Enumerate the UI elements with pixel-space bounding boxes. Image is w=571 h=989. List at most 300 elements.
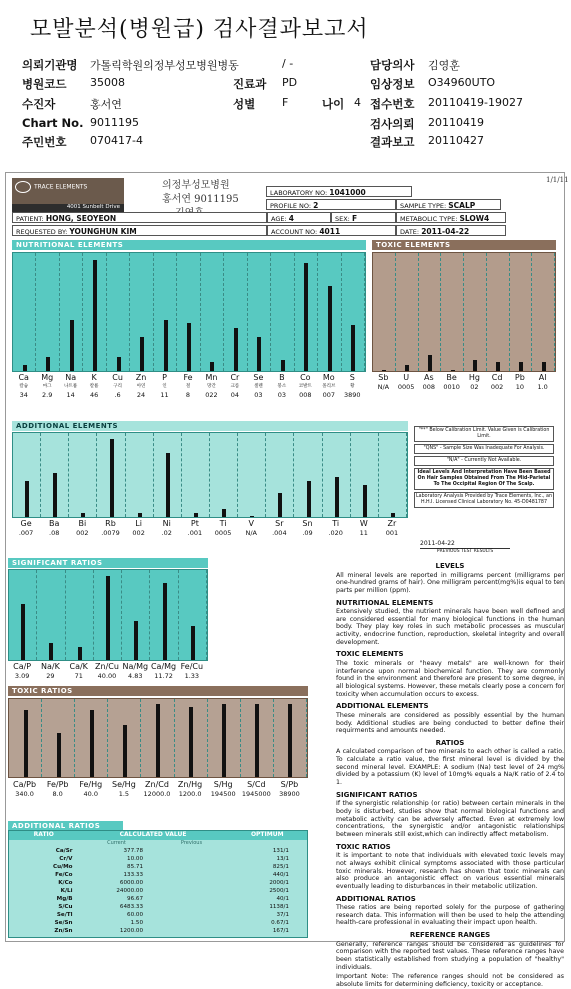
additional-value: .001 — [187, 529, 203, 537]
nutr-text: Extensively studied, the nutrient minerals have been well defined and are considered essential for many biological functions in the human body. They play key roles in such metabolic processes as muscular activity, endocrine function, reproduction, skeletal integrity and overall development. — [336, 608, 564, 646]
ratio-name: Cr/V — [59, 856, 73, 862]
nutritional-korean-name: 칼륨 — [89, 384, 99, 389]
tox-ratio-value: 340.0 — [15, 790, 34, 798]
tox-ratio-bar — [288, 704, 292, 777]
nutritional-name: Mo — [322, 373, 335, 382]
ratio-current: 96.67 — [127, 896, 144, 902]
toxic-column — [487, 253, 510, 371]
nutritional-header: NUTRITIONAL ELEMENTS — [12, 240, 366, 250]
ratio-row — [9, 895, 307, 903]
toxic-name: As — [424, 373, 434, 382]
tox-ratio-name: Fe/Hg — [79, 780, 103, 789]
addr-text: These ratios are being reported solely for the purpose of gathering research data. This information will then be used to help the attending health-care professional in evaluating their impact upon health. — [336, 904, 564, 927]
nutritional-value: 8 — [185, 391, 191, 399]
ratio-name: Se/Tl — [56, 912, 73, 918]
tox-ratio-name: S/Hg — [213, 780, 233, 789]
additional-name: Sr — [275, 519, 284, 528]
additional-value: .020 — [328, 529, 343, 537]
tox-ratios-labels — [8, 780, 308, 804]
additional-column — [69, 433, 97, 517]
toxic-name: Pb — [514, 373, 525, 382]
additional-value: 002 — [76, 529, 89, 537]
sig-ratio-name: Ca/Mg — [150, 662, 177, 671]
ratio-optimum: 825/1 — [272, 864, 289, 870]
nutritional-korean-name: 칼슘 — [19, 384, 29, 389]
tox-ratio-name: Ca/Pb — [13, 780, 37, 789]
sample-label: SAMPLE TYPE: — [400, 202, 447, 210]
ratio-row — [9, 863, 307, 871]
id-value: 070417-4 — [90, 134, 143, 147]
metabolic-label: METABOLIC TYPE: — [400, 215, 458, 223]
ref-note: Important Note: The reference ranges should not be considered as absolute limits for determining deficiency, toxicity or acceptance. — [336, 973, 564, 988]
side-date: 2011-04-22 — [420, 540, 455, 547]
nutritional-bar — [187, 323, 191, 371]
additional-name: Rb — [105, 519, 116, 528]
additional-name: V — [248, 519, 254, 528]
ratios-text: A calculated comparison of two minerals to each other is called a ratio. To calculate a ratio value, the first mineral level is divided by the second mineral level. EXAMPLE: A sodium (Na) test level of 24 mg% divided by a potassium (K) level of 10mg% equals a Na/K ratio of 2.4 to 1. — [336, 748, 564, 787]
rpt-patient-value: HONG, SEOYEON — [45, 214, 117, 223]
tox-ratio-value: 194500 — [210, 790, 236, 798]
tox-ratio-bar — [222, 704, 226, 777]
nutritional-column — [36, 253, 59, 371]
addr-heading: ADDITIONAL RATIOS — [336, 894, 416, 903]
nutritional-korean-name: 아연 — [136, 384, 146, 389]
ratio-optimum: 0.67/1 — [271, 920, 289, 926]
nutritional-bar — [210, 362, 214, 371]
ratio-current: 377.78 — [123, 848, 144, 854]
ratio-previous — [153, 879, 227, 887]
ratio-row — [9, 847, 307, 855]
account-box — [267, 225, 396, 236]
nutritional-bar — [164, 320, 168, 371]
ratio-name: Ca/Sr — [55, 848, 73, 854]
hosp-code-label: 병원코드 — [22, 77, 67, 91]
rpt-age-box — [267, 212, 331, 223]
nutritional-bar — [351, 325, 355, 371]
toxic-name: Al — [538, 373, 547, 382]
ratio-name: Se/Sn — [54, 920, 73, 926]
additional-bar — [25, 481, 29, 517]
toxic-name: Cd — [491, 373, 503, 382]
ratio-current: 1.50 — [130, 920, 144, 926]
sig-ratio-name: Ca/K — [69, 662, 88, 671]
lab-logo — [12, 178, 124, 204]
tox-ratio-name: Zn/Cd — [145, 780, 169, 789]
additional-name: Ti — [332, 519, 340, 528]
rpt-sex-label: SEX: — [335, 215, 350, 223]
tox-ratio-bar — [123, 725, 127, 777]
tox-ratio-name: Fe/Pb — [46, 780, 69, 789]
side-note: 1/1/11 — [546, 176, 569, 184]
rpt-sex-box — [331, 212, 396, 223]
nutritional-name: B — [279, 373, 285, 382]
ratio-optimum: 2500/1 — [269, 888, 289, 894]
toxic-bar — [451, 370, 455, 371]
add-ratios-table — [8, 830, 308, 938]
sig-ratio-name: Zn/Cu — [95, 662, 119, 671]
ratio-previous — [153, 871, 227, 879]
profile-value: 2 — [313, 201, 319, 210]
clinical-label: 임상정보 — [370, 77, 415, 91]
patient-value: 홍서연 — [90, 98, 122, 111]
sig-ratio-name: Na/Mg — [122, 662, 149, 671]
levels-heading: LEVELS — [435, 562, 465, 570]
toxic-bar — [382, 370, 386, 371]
additional-name: W — [359, 519, 368, 528]
ratio-previous — [153, 847, 227, 855]
col-ratio: RATIO — [33, 831, 54, 838]
sub-previous: Previous — [180, 840, 203, 846]
ratio-name: Fe/Co — [55, 872, 73, 878]
sig-ratio-bar — [21, 604, 25, 660]
ratio-current: 1200.00 — [119, 928, 144, 934]
nutritional-value: 3890 — [343, 391, 361, 399]
dept-value: PD — [282, 76, 298, 89]
toxic-column — [464, 253, 487, 371]
sig-ratio-value: 1.33 — [184, 672, 200, 680]
nutritional-korean-name: 구리 — [113, 384, 122, 389]
nutritional-bar — [23, 365, 27, 371]
ratio-name: K/Co — [58, 880, 73, 886]
rpt-age-value: 4 — [288, 214, 294, 223]
patient-box — [12, 212, 267, 223]
toxic-column — [396, 253, 419, 371]
toxic-text: The toxic minerals or "heavy metals" are well-known for their interference upon normal biochemical function. They are commonly found in the environment and therefore are present to some degree, in all biological systems. However, these metals clearly pose a concern for toxicity when accumulation occurs to excess. — [336, 659, 564, 698]
additional-column — [210, 433, 238, 517]
previous-results: PREVIOUS TEST RESULTS — [420, 548, 510, 554]
ratio-current: 6483.33 — [119, 904, 144, 910]
profile-label: PROFILE NO: — [270, 202, 312, 210]
ratio-previous — [153, 911, 227, 919]
nutritional-name: Mg — [41, 373, 54, 382]
nutritional-bar — [93, 260, 97, 371]
legend-na: "N/A" - Currently Not Available. — [414, 456, 554, 466]
nutritional-korean-name: 망간 — [207, 384, 216, 389]
toxic-value: 008 — [422, 383, 436, 391]
date-label: DATE: — [400, 228, 420, 236]
additional-column — [182, 433, 210, 517]
ratio-row — [9, 879, 307, 887]
additional-value: 11 — [359, 529, 368, 537]
toxic-header: TOXIC ELEMENTS — [372, 240, 556, 250]
toxic-bar — [519, 362, 523, 371]
sig-ratio-bar — [49, 643, 53, 660]
ratio-optimum: 1138/1 — [269, 904, 289, 910]
ratio-row — [9, 855, 307, 863]
additional-labels — [12, 519, 408, 543]
ratio-previous — [153, 863, 227, 871]
sig-ratio-bar — [106, 576, 110, 660]
tox-heading: TOXIC RATIOS — [336, 842, 391, 851]
sig-ratio-bar — [78, 647, 82, 660]
sub-current: Current — [107, 840, 126, 846]
nutritional-value: 2.9 — [42, 391, 53, 399]
requested-value: YOUNGHUN KIM — [69, 227, 137, 236]
legend-calibration: "**" Below Calibration Limit. Value Given is Calibration Limit. — [414, 426, 554, 442]
additional-name: Ba — [49, 519, 60, 528]
tox-ratio-value: 38900 — [279, 790, 300, 798]
ref-heading: REFERENCE RANGES — [409, 931, 491, 940]
toxic-value: 10 — [515, 383, 525, 391]
handwritten-hospital: 의정부성모병원 — [162, 180, 230, 191]
additional-value: 001 — [385, 529, 399, 537]
receipt-label: 접수번호 — [370, 97, 415, 111]
nutritional-name: P — [162, 373, 167, 382]
ratio-name: K/Li — [60, 888, 73, 894]
sig-ratio-value: 3.09 — [14, 672, 30, 680]
additional-name: Bi — [78, 519, 87, 528]
ratio-optimum: 167/1 — [272, 928, 289, 934]
additional-value: .08 — [49, 529, 60, 537]
tox-ratio-name: S/Cd — [247, 780, 266, 789]
clinical-value: O34960UTO — [428, 76, 496, 89]
profile-box — [266, 199, 396, 210]
ratio-current: 85.71 — [127, 864, 144, 870]
nutritional-korean-name: 몰리브 — [322, 384, 336, 389]
toxic-value: 1.0 — [537, 383, 548, 391]
nutritional-value: 04 — [230, 391, 240, 399]
sig-ratio-name: Na/K — [41, 662, 60, 671]
tox-ratio-name: Se/Hg — [111, 780, 136, 789]
toxic-bar — [473, 360, 477, 371]
additional-bar — [250, 516, 254, 517]
nutritional-value: 007 — [322, 391, 335, 399]
ratios-heading: RATIOS — [435, 738, 465, 747]
col-calc: CALCULATED VALUE — [119, 831, 187, 838]
nutritional-value: 03 — [254, 391, 263, 399]
nutritional-name: Na — [65, 373, 77, 382]
sig-ratios-header: SIGNIFICANT RATIOS — [8, 558, 208, 568]
additional-name: Zr — [387, 519, 397, 528]
toxic-name: Sb — [378, 373, 389, 382]
sex-value: F — [282, 96, 289, 109]
sig-ratio-bar — [191, 626, 195, 660]
nutritional-value: 24 — [136, 391, 146, 399]
nutritional-value: 022 — [205, 391, 218, 399]
toxic-bar — [542, 362, 546, 371]
request-label: 검사의뢰 — [370, 117, 415, 131]
nutritional-bar — [304, 263, 308, 371]
hosp-code-value: 35008 — [90, 76, 125, 89]
nutritional-value: 03 — [277, 391, 286, 399]
sig-ratio-name: Ca/P — [13, 662, 32, 671]
additional-bar — [81, 513, 85, 517]
nutritional-name: Mn — [205, 373, 218, 382]
tox-ratios-chart — [8, 698, 308, 778]
ratio-previous — [153, 855, 227, 863]
sig-ratio-value: 40.00 — [97, 672, 117, 680]
tox-ratio-name: Zn/Hg — [177, 780, 203, 789]
dept-label: 진료과 — [233, 77, 267, 91]
ratio-previous — [153, 903, 227, 911]
additional-column — [379, 433, 407, 517]
add-ratios-header: ADDITIONAL RATIOS — [8, 821, 123, 831]
ratio-name: S/Cu — [58, 904, 73, 910]
add-text: These minerals are considered as possibly essential by the human body. Additional studies are being conducted to better define their requirments and amounts needed. — [336, 711, 564, 735]
lab-no-box — [266, 186, 412, 197]
metabolic-box — [396, 212, 506, 223]
toxic-bar — [428, 355, 432, 371]
tox-ratio-value: 1945000 — [241, 790, 271, 798]
account-value: 4011 — [319, 227, 341, 236]
toxic-value: 002 — [490, 383, 504, 391]
id-label: 주민번호 — [22, 135, 67, 149]
nutritional-korean-name: 크롬 — [230, 384, 240, 389]
toxic-value: N/A — [377, 383, 390, 391]
nutritional-korean-name: 철 — [185, 384, 191, 389]
lab-address: 4001 Sunbelt Drive — [12, 204, 124, 213]
tox-ratio-bar — [189, 707, 193, 777]
org-value: 가톨릭학원의정부성모병원병동 — [90, 59, 239, 72]
toxic-bar — [405, 365, 409, 371]
nutritional-value: 11 — [160, 391, 169, 399]
sig-ratio-value: 11.72 — [154, 672, 173, 680]
ratio-name: Cu/Mo — [52, 864, 73, 870]
additional-value: .0079 — [101, 529, 120, 537]
nutritional-column — [13, 253, 36, 371]
tox-ratio-bar — [24, 710, 28, 777]
logo-text: TRACE ELEMENTS — [34, 183, 88, 191]
result-label: 결과보고 — [370, 135, 415, 149]
legend-box — [414, 424, 554, 544]
ratio-row — [9, 903, 307, 911]
handwritten-patient: 홍서연 9011195 — [162, 194, 239, 205]
rpt-age-label: AGE: — [271, 215, 287, 223]
additional-value: 002 — [132, 529, 145, 537]
additional-value: .09 — [302, 529, 313, 537]
sex-label: 성별 — [233, 97, 256, 111]
sig-text: If the synergistic relationship (or ratio) between certain minerals in the body is disturbed, studies show that normal biological functions and metabolic activity can be adversely affected. Even at extremely low concentrations, the synergistic and/or antagonistic relationships between minerals still exist,which can indirectly affect metabolism. — [336, 800, 564, 838]
toxic-column — [441, 253, 464, 371]
toxic-heading: TOXIC ELEMENTS — [336, 650, 404, 659]
ratio-previous — [153, 927, 227, 935]
additional-bar — [110, 439, 114, 517]
additional-bar — [138, 513, 142, 517]
date-value: 2011-04-22 — [421, 227, 470, 236]
receipt-value: 20110419-19027 — [428, 96, 523, 109]
nutritional-value: 008 — [299, 391, 312, 399]
nutr-heading: NUTRITIONAL ELEMENTS — [336, 598, 434, 607]
additional-column — [238, 433, 266, 517]
levels-text: All mineral levels are reported in milligrams percent (milligrams per one-hundred grams of hair). One milligram percent(mg%)is equal to ten parts per million (ppm). — [336, 571, 564, 594]
ratio-optimum: 440/1 — [272, 872, 289, 878]
ratio-current: 60.00 — [127, 912, 144, 918]
date-box — [396, 225, 506, 236]
additional-value: .02 — [161, 529, 172, 537]
nutritional-value: 46 — [89, 391, 99, 399]
additional-bar — [278, 493, 282, 517]
toxic-value: 0005 — [397, 383, 415, 391]
tox-ratio-bar — [57, 733, 61, 777]
nutritional-name: Cu — [112, 373, 123, 382]
ref-text: Generally, reference ranges should be considered as guidelines for comparison with the reported test values. These reference ranges have been statistically established from studying a population of "healthy" individuals. — [336, 940, 564, 971]
additional-name: Pt — [190, 519, 199, 528]
sig-ratios-labels — [8, 662, 208, 682]
tox-text: It is important to note that individuals with elevated toxic levels may not always exhibit clinical symptoms associated with those particular toxic minerals. However, research has shown that toxic minerals can also produce an antagonistic effect on various essential minerals eventually leading to disturbances in their metabolic utilization. — [336, 852, 564, 890]
additional-bar — [307, 481, 311, 517]
additional-name: Li — [135, 519, 142, 528]
toxic-column — [510, 253, 533, 371]
sig-ratio-value: 71 — [74, 672, 83, 680]
lab-logo-icon — [15, 181, 31, 193]
sample-value: SCALP — [448, 201, 476, 210]
ratio-previous — [153, 887, 227, 895]
account-label: ACCOUNT NO: — [271, 228, 318, 236]
nutritional-bar — [70, 320, 74, 371]
doctor-label: 담당의사 — [370, 58, 415, 72]
toxic-column — [419, 253, 442, 371]
ratio-current: 10.00 — [127, 856, 144, 862]
ratio-optimum: 2000/1 — [269, 880, 289, 886]
additional-column — [126, 433, 154, 517]
ratio-optimum: 13/1 — [276, 856, 289, 862]
tox-ratio-value: 1200.0 — [178, 790, 202, 798]
nutritional-bar — [234, 328, 238, 371]
nutritional-name: Co — [300, 373, 311, 382]
toxic-name: Hg — [468, 373, 480, 382]
ratio-row — [9, 871, 307, 879]
tox-ratio-value: 12000.0 — [143, 790, 171, 798]
lab-no-value: 1041000 — [329, 188, 366, 197]
nutritional-value: .6 — [114, 391, 121, 399]
rpt-sex-value: F — [351, 214, 358, 223]
nutritional-korean-name: 인 — [162, 384, 167, 389]
ratio-current: 6000.00 — [119, 880, 144, 886]
ratio-optimum: 37/1 — [276, 912, 289, 918]
additional-chart — [12, 432, 408, 518]
legend-qns: "QNS" - Sample Size Was Inadequate For Analysis. — [414, 444, 554, 454]
nutritional-name: Fe — [183, 373, 193, 382]
nutritional-bar — [257, 337, 261, 371]
nutritional-bar — [117, 357, 121, 371]
toxic-value: 0010 — [443, 383, 460, 391]
tox-ratios-header: TOXIC RATIOS — [8, 686, 308, 696]
nutritional-bar — [328, 286, 332, 372]
ratio-optimum: 40/1 — [276, 896, 289, 902]
toxic-name: Be — [446, 373, 457, 382]
additional-value: .004 — [272, 529, 287, 537]
tox-ratio-value: 40.0 — [83, 790, 99, 798]
request-value: 20110419 — [428, 116, 484, 129]
nutritional-column — [107, 253, 130, 371]
additional-name: Sn — [302, 519, 313, 528]
nutritional-bar — [281, 360, 285, 371]
sig-ratio-bar — [134, 621, 138, 660]
requested-label: REQUESTED BY: — [16, 228, 68, 236]
document-title: 모발분석(병원급) 검사결과보고서 — [30, 17, 369, 42]
sig-ratio-bar — [163, 583, 167, 660]
legend-lab: Laboratory Analysis Provided by Trace Elements, Inc., an H.H.I. Licensed Clinical Laboratory No. 45-D0481787 — [414, 492, 554, 508]
nutritional-column — [201, 253, 224, 371]
explanations — [336, 558, 564, 988]
legend-ideal: Ideal Levels And Interpretation Have Been Based On Hair Samples Obtained From The Mid-Parietal To The Occipital Region Of The Scalp. — [414, 468, 554, 490]
additional-name: Ti — [219, 519, 227, 528]
add-heading: ADDITIONAL ELEMENTS — [336, 702, 429, 711]
additional-name: Ni — [162, 519, 171, 528]
patient-label: 수진자 — [22, 97, 56, 111]
nutritional-name: K — [91, 373, 97, 382]
nutritional-labels — [12, 373, 366, 405]
nutritional-name: Zn — [135, 373, 147, 382]
ratio-optimum: 131/1 — [272, 848, 289, 854]
additional-value: 0005 — [214, 529, 232, 537]
sig-heading: SIGNIFICANT RATIOS — [336, 790, 418, 799]
nutritional-value: 34 — [19, 391, 28, 399]
sig-ratios-chart — [8, 569, 208, 661]
tox-ratio-name: S/Pb — [280, 780, 299, 789]
chart-value: 9011195 — [90, 116, 139, 129]
nutritional-korean-name: 황 — [350, 384, 355, 389]
